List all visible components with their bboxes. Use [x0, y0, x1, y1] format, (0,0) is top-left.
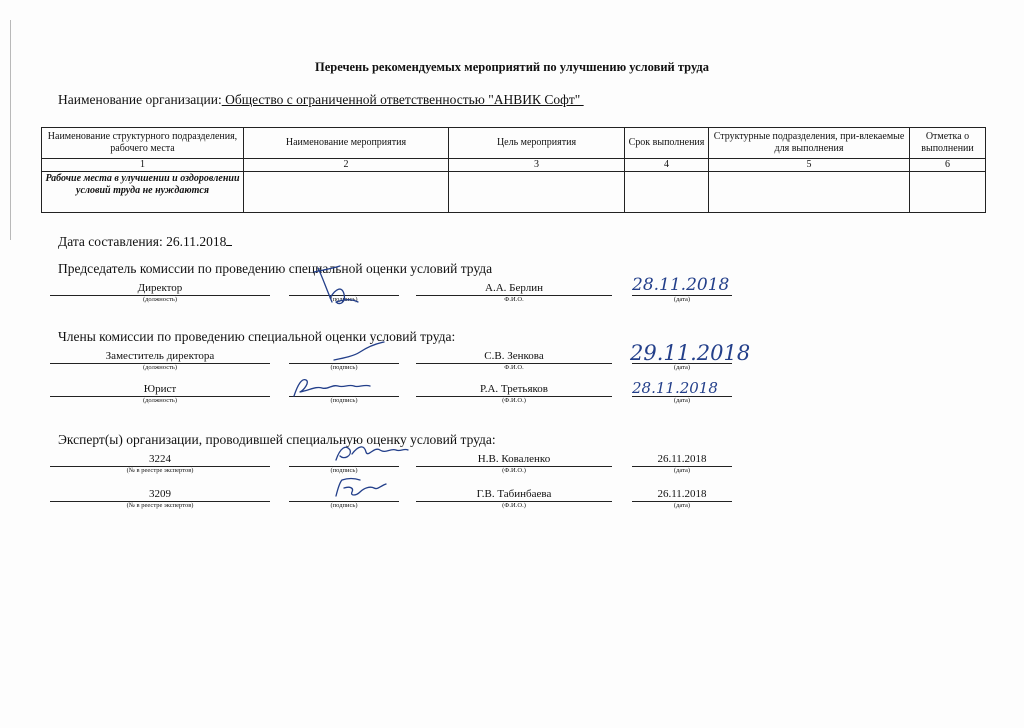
caption-date: (дата)	[673, 467, 691, 474]
caption-date: (дата)	[673, 397, 691, 404]
caption-registry: (№ в реестре экспертов)	[126, 502, 194, 509]
members-heading: Члены комиссии по проведению специальной оценки условий труда:	[58, 329, 456, 344]
caption-signature: (подпись)	[330, 364, 358, 371]
organization-name: Общество с ограниченной ответственностью "АНВИК Софт"	[221, 92, 584, 107]
header-deadline: Срок выполнения	[625, 128, 709, 159]
member-name: Р.А. Третьяков	[416, 383, 612, 397]
table-cell-goal	[449, 172, 625, 213]
caption-signature: (подпись)	[330, 467, 358, 474]
caption-signature: (подпись)	[330, 296, 358, 303]
caption-name: (Ф.И.О.)	[502, 502, 526, 509]
caption-position: (должность)	[142, 397, 178, 404]
chairman-handwritten-date-icon	[628, 270, 730, 298]
column-number: 6	[910, 159, 986, 172]
column-number: 5	[709, 159, 910, 172]
chairman-position: Директор	[50, 282, 270, 296]
caption-registry: (№ в реестре экспертов)	[126, 467, 194, 474]
header-unit: Наименование структурного подразделения, рабочего места	[42, 128, 244, 159]
organization-label: Наименование организации:	[58, 92, 222, 107]
expert-signature-row	[0, 488, 1024, 512]
caption-signature: (подпись)	[330, 502, 358, 509]
caption-position: (должность)	[142, 364, 178, 371]
header-goal: Цель мероприятия	[449, 128, 625, 159]
organization-line	[58, 92, 584, 108]
member-signature-icon	[288, 374, 378, 402]
date-compiled-text: Дата составления: 26.11.2018	[58, 234, 227, 249]
expert-signature-icon	[330, 440, 410, 466]
caption-name: (Ф.И.О.)	[502, 467, 526, 474]
caption-name: Ф.И.О.	[504, 296, 524, 303]
column-number: 3	[449, 159, 625, 172]
member-signature-row	[0, 383, 1024, 407]
svg-text:28.11.2018: 28.11.2018	[632, 379, 718, 397]
caption-name: (Ф.И.О.)	[502, 397, 526, 404]
scan-edge-line	[10, 20, 11, 240]
caption-name: Ф.И.О.	[504, 364, 524, 371]
member-name: С.В. Зенкова	[416, 350, 612, 364]
header-departments: Структурные подразделения, при-влекаемые для выполнения	[709, 128, 910, 159]
member-position: Юрист	[50, 383, 270, 397]
expert-date: 26.11.2018	[632, 488, 732, 502]
measures-table	[41, 127, 986, 213]
chairman-signature-icon	[300, 258, 370, 318]
member-position: Заместитель директора	[50, 350, 270, 364]
member-handwritten-date-icon	[628, 336, 751, 368]
table-cell-completion	[910, 172, 986, 213]
caption-date: (дата)	[673, 364, 691, 371]
member-handwritten-date-icon	[628, 374, 718, 400]
table-cell-unit: Рабочие места в улучшении и оздоровлении условий труда не нуждаются	[42, 172, 244, 213]
caption-date: (дата)	[673, 296, 691, 303]
chairman-name: А.А. Берлин	[416, 282, 612, 296]
column-number: 1	[42, 159, 244, 172]
column-number: 4	[625, 159, 709, 172]
expert-registry-number: 3224	[50, 453, 270, 467]
caption-signature: (подпись)	[330, 397, 358, 404]
expert-name: Н.В. Коваленко	[416, 453, 612, 467]
member-signature-icon	[330, 340, 390, 366]
table-cell-measure	[244, 172, 449, 213]
svg-text:29.11.2018: 29.11.2018	[630, 341, 751, 365]
table-cell-departments	[709, 172, 910, 213]
expert-name: Г.В. Табинбаева	[416, 488, 612, 502]
expert-date: 26.11.2018	[632, 453, 732, 467]
caption-date: (дата)	[673, 502, 691, 509]
table-number-row	[42, 159, 986, 172]
date-compiled	[58, 233, 232, 250]
experts-heading: Эксперт(ы) организации, проводившей специальную оценку условий труда:	[58, 432, 496, 447]
table-cell-deadline	[625, 172, 709, 213]
chairman-heading: Председатель комиссии по проведению специальной оценки условий труда	[58, 261, 493, 276]
caption-position: (должность)	[142, 296, 178, 303]
table-row	[42, 172, 986, 213]
chairman-signature-row	[0, 282, 1024, 306]
header-completion: Отметка о выполнении	[910, 128, 986, 159]
header-measure: Наименование мероприятия	[244, 128, 449, 159]
expert-signature-icon	[330, 474, 390, 502]
svg-text:28.11.2018: 28.11.2018	[632, 275, 730, 295]
expert-signature-row	[0, 453, 1024, 477]
table-header-row	[42, 128, 986, 159]
document-title: Перечень рекомендуемых мероприятий по улучшению условий труда	[314, 60, 710, 74]
expert-registry-number: 3209	[50, 488, 270, 502]
member-signature-row	[0, 350, 1024, 374]
column-number: 2	[244, 159, 449, 172]
underline-tail	[226, 233, 232, 246]
